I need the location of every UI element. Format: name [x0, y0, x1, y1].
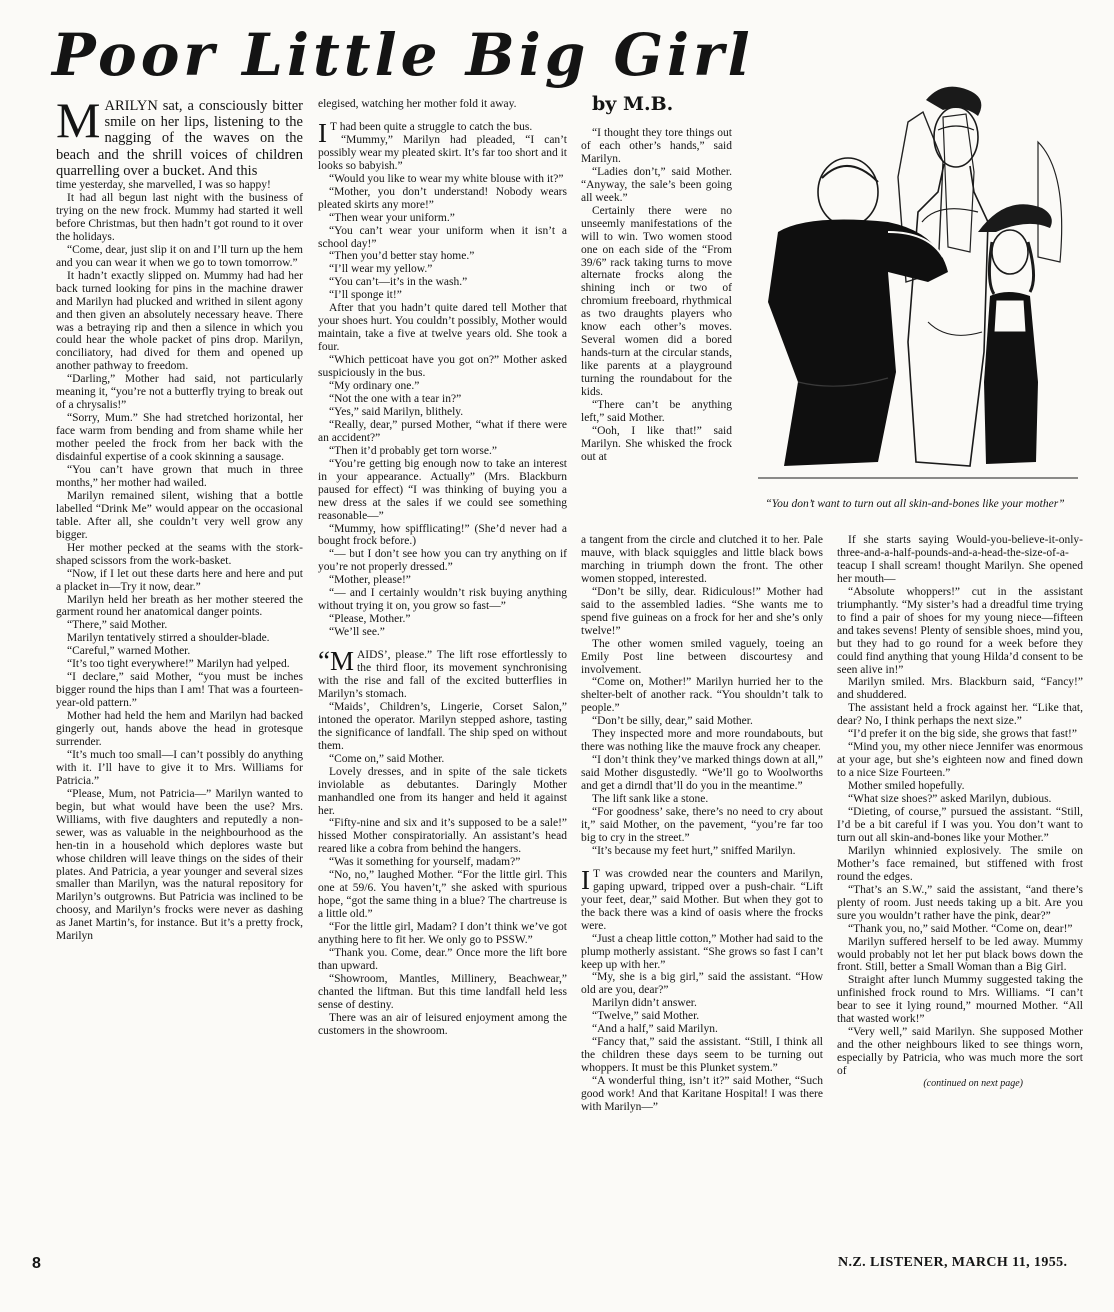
- paragraph: “Then it’d probably get torn worse.”: [329, 444, 497, 457]
- byline: by M.B.: [592, 93, 674, 115]
- paragraph: Certainly there were no unseemly manifestations of the will to win. Two women stood one on each side of the “From 39/6” rack taking turns to move alternate frocks along the shining inch or two of chromium freeboard, rhythmical as two draughts players who know each other’s moves. Several women did a bored hands-turn at the circular stands, like parents at a playground turning the roundabout for the kids.: [581, 204, 732, 399]
- text-column-3-top: [581, 127, 732, 534]
- paragraph: “Mother, you don’t understand! Nobody wears pleated skirts any more!”: [318, 185, 567, 211]
- text-column-4: [837, 534, 1083, 1238]
- paragraph: They inspected more and more roundabouts, but there was nothing like the mauve frock any cheaper.: [581, 728, 823, 754]
- paragraph: “No, no,” laughed Mother. “For the little girl. This one at 59/6. You haven’t,” she asked with spurious hope, “got the same thing in a blue? The chartreuse is a little old.”: [318, 869, 567, 921]
- paragraph: “Come on,” said Mother.: [329, 752, 445, 765]
- paragraph: “— but I don’t see how you can try anything on if you’re not properly dressed.”: [318, 548, 567, 574]
- paragraph: “For the little girl, Madam? I don’t think we’ve got anything here to fit her. We only go to PSSW.”: [318, 921, 567, 947]
- paragraph: “Would you like to wear my white blouse with it?”: [329, 172, 564, 185]
- paragraph: “And a half,” said Marilyn.: [592, 1023, 718, 1036]
- paragraph: “My, she is a big girl,” said the assistant. “How old are you, dear?”: [581, 971, 823, 997]
- paragraph: Marilyn tentatively stirred a shoulder-blade.: [67, 632, 270, 645]
- text-column-2: [318, 98, 567, 1238]
- paragraph: “Showroom, Mantles, Millinery, Beachwear,” chanted the liftman. But this time landfall held less sense of destiny.: [318, 972, 567, 1011]
- paragraph: There was an air of leisured enjoyment among the customers in the showroom.: [318, 1011, 567, 1037]
- paragraph: time yesterday, she marvelled, I was so happy!: [56, 179, 271, 192]
- paragraph: “Fancy that,” said the assistant. “Still, I think all the children these days seem to be turning out whoppers. It must be this Plunket system.”: [581, 1036, 823, 1075]
- paragraph: “That’s an S.W.,” said the assistant, “and there’s plenty of room. Just needs taking up a bit. Are you sure you wouldn’t rather have the pink, dear?”: [837, 883, 1083, 922]
- paragraph: “Dieting, of course,” pursued the assistant. “Still, I’d be a bit careful if I was you. You don’t want to turn out all skin-and-bones like your Mother.”: [837, 806, 1083, 844]
- paragraph: “Which petticoat have you got on?” Mother asked suspiciously in the bus.: [318, 354, 567, 380]
- paragraph: “I declare,” said Mother, “you must be inches bigger round the hips than I am! That was a fourteen-year-old pattern.”: [56, 671, 303, 710]
- text-column-1: [56, 98, 303, 1225]
- paragraph: “It’s much too small—I can’t possibly do anything with it. I’ll have to give it to Mrs. Williams for Patricia.”: [56, 748, 303, 787]
- paragraph: After that you hadn’t quite dared tell Mother that your shoes hurt. You couldn’t possibly, Mother would maintain, take a five at twelve years old. She took a four.: [318, 302, 567, 354]
- paragraph: Marilyn held her breath as her mother steered the garment round her anatomical danger points.: [56, 593, 303, 619]
- paragraph: Her mother pecked at the seams with the stork-shaped scissors from the work-basket.: [56, 541, 303, 567]
- paragraph: Marilyn didn’t answer.: [592, 997, 697, 1010]
- paragraph: “Then you’d better stay home.”: [329, 250, 475, 263]
- paragraph: “Ooh, I like that!” said Marilyn. She whisked the frock out at: [581, 424, 732, 463]
- paragraph: Marilyn whinnied explosively. The smile on Mother’s face remained, but stiffened with frost round the edges.: [837, 844, 1083, 883]
- illustration-caption: “You don’t want to turn out all skin-and-bones like your mother”: [765, 498, 1065, 510]
- section-opening: [318, 117, 567, 148]
- page-number: 8: [32, 1255, 41, 1272]
- paragraph: “There,” said Mother.: [67, 619, 168, 632]
- paragraph: Lovely dresses, and in spite of the sale tickets inviolable as debutantes. Daringly Mother manhandled one from its hanger and held it against her.: [318, 765, 567, 817]
- paragraph: “I’ll wear my yellow.”: [329, 263, 433, 276]
- paragraph: “Careful,” warned Mother.: [67, 645, 191, 658]
- paragraph: “Maids’, Children’s, Lingerie, Corset Salon,” intoned the operator. Marilyn stepped ashore, tasting the significance of landfall. The ship sped on without them.: [318, 700, 567, 752]
- paragraph: Marilyn remained silent, wishing that a bottle labelled “Drink Me” would appear on the occasional table. After all, she couldn’t very well grow any bigger.: [56, 489, 303, 541]
- paragraph: “I don’t think they’ve marked things down at all,” said Mother disgustedly. “We’ll go to Woolworths and get a dirndl that’ll do you in the meantime.”: [581, 754, 823, 793]
- paragraph: a tangent from the circle and clutched it to her. Pale mauve, with black squiggles and little black bows marching in triumph down the front. The other women stopped, interested.: [581, 534, 823, 585]
- paragraph: “Mummy,” Marilyn had pleaded, “I can’t possibly wear my pleated skirt. It’s far too short and it looks so babyish.”: [318, 133, 567, 172]
- paragraph: “I’ll sponge it!”: [329, 289, 402, 302]
- paragraph: “Darling,” Mother had said, not particularly meaning it, “you’re not a butterfly trying to break out of a chrysalis!”: [56, 373, 303, 412]
- paragraph: “Thank you, no,” said Mother. “Come on, dear!”: [848, 922, 1073, 935]
- paragraph: “Really, dear,” pursed Mother, “what if there were an accident?”: [318, 418, 567, 444]
- paragraph: “You can’t—it’s in the wash.”: [329, 276, 468, 289]
- paragraph: “What size shoes?” asked Marilyn, dubious.: [848, 793, 1052, 806]
- paragraph: It had all begun last night with the business of trying on the new frock. Mummy had started it well before Christmas, but then hadn’t got round to it over the holidays.: [56, 191, 303, 243]
- paragraph: “Yes,” said Marilyn, blithely.: [329, 405, 464, 418]
- paragraph: “You can’t wear your uniform when it isn’t a school day!”: [318, 224, 567, 250]
- paragraph: “Mind you, my other niece Jennifer was enormous at your age, but she’s eighteen now and fined down to a nice Size Fourteen.”: [837, 741, 1083, 780]
- intro-paragraph: [56, 98, 303, 179]
- continued-note: (continued on next page): [923, 1078, 1023, 1090]
- paragraph: “It’s too tight everywhere!” Marilyn had yelped.: [67, 658, 290, 671]
- paragraph: “Just a cheap little cotton,” Mother had said to the plump motherly assistant. “She grows so fast I can’t keep up with her.”: [581, 932, 823, 971]
- publication-footer: N.Z. LISTENER, MARCH 11, 1955.: [838, 1255, 1068, 1270]
- paragraph: “My ordinary one.”: [329, 380, 420, 393]
- drop-cap: I: [318, 117, 327, 148]
- paragraph: Mother smiled hopefully.: [848, 780, 965, 793]
- paragraph: If she starts saying Would-you-believe-it-only-three-and-a-half-pounds-and-a-head-the-size-of-a-teacup I shall scream! thought Marilyn. She opened her mouth—: [837, 534, 1083, 585]
- paragraph: The assistant held a frock against her. “Like that, dear? No, I think perhaps the next size.”: [837, 702, 1083, 728]
- paragraph-list: [56, 179, 303, 943]
- paragraph: Straight after lunch Mummy suggested taking the unfinished frock round to Mrs. Williams. “I can’t bear to see it lying round,” mourned Mother. “All that wasted work!”: [837, 974, 1083, 1026]
- section-text: AIDS’, please.” The lift rose effortlessly to the third floor, its movement synchronising with the rise and fall of the excited butterflies in Marilyn’s stomach.: [318, 649, 567, 700]
- paragraph: “— and I certainly wouldn’t risk buying anything without trying it on, you grow so fast—”: [318, 587, 567, 613]
- section-text: T was crowded near the counters and Marilyn, gaping upward, tripped over a push-chair. “Lift your feet, dear,” said Mother. But when they got to the back there was a kind of oasis where the frocks were.: [581, 867, 823, 932]
- paragraph: Mother had held the hem and Marilyn had backed gingerly out, hands above the head in grotesque surrender.: [56, 710, 303, 748]
- drop-cap: M: [56, 98, 101, 148]
- paragraph: “Not the one with a tear in?”: [329, 392, 462, 405]
- paragraph: “Twelve,” said Mother.: [592, 1010, 700, 1023]
- section-text: T had been quite a struggle to catch the bus.: [330, 120, 533, 133]
- paragraph: “Then wear your uniform.”: [329, 211, 455, 224]
- drop-cap: “M: [318, 646, 354, 677]
- paragraph: “Very well,” said Marilyn. She supposed Mother and the other neighbours liked to see things worn, especially by Patricia, who was much more the sort of: [837, 1026, 1083, 1078]
- paragraph: The lift sank like a stone.: [592, 793, 709, 806]
- article-title: Poor Little Big Girl: [52, 21, 754, 89]
- section-opening: [318, 646, 567, 701]
- paragraph: The other women smiled vaguely, toeing an Emily Post line between discourtesy and involvement.: [581, 637, 823, 676]
- paragraph: Marilyn suffered herself to be led away. Mummy would probably not let her put black bows down the front. Still, better a Small Woman than a Big Girl.: [837, 935, 1083, 974]
- drop-cap: I: [581, 864, 590, 895]
- paragraph: “We’ll see.”: [329, 626, 385, 639]
- paragraph: Marilyn smiled. Mrs. Blackburn said, “Fancy!” and shuddered.: [837, 676, 1083, 702]
- paragraph: “Sorry, Mum.” She had stretched horizontal, her face warm from bending and from shame while her mother peeled the frock from her back with the disdainful expertise of a cook skinning a sausage.: [56, 412, 303, 464]
- paragraph: “There can’t be anything left,” said Mother.: [581, 399, 732, 424]
- paragraph: elegised, watching her mother fold it away.: [318, 98, 517, 110]
- paragraph: “For goodness’ sake, there’s no need to cry about it,” said Mother, on the pavement, “you’re far too big to cry in the street.”: [581, 806, 823, 844]
- paragraph: “I thought they tore things out of each other’s hands,” said Marilyn.: [581, 127, 732, 165]
- paragraph: “Was it something for yourself, madam?”: [329, 856, 521, 869]
- paragraph: “You can’t have grown that much in three months,” her mother had wailed.: [56, 463, 303, 489]
- paragraph: “It’s because my feet hurt,” sniffed Marilyn.: [592, 844, 796, 857]
- paragraph: “Don’t be silly, dear,” said Mother.: [592, 715, 753, 728]
- paragraph: “Now, if I let out these darts here and here and put a placket in—Try it now, dear.”: [56, 567, 303, 593]
- paragraph: “Please, Mum, not Patricia—” Marilyn wanted to begin, but what would have been the use? Mrs. Williams, with five daughters and reputedly a non-sewer, was as valuable in the neighbourhood as the hen-tin in a household which deplores waste but whose children will leave things on the sides of their plates. And Patricia, a year younger and several sizes smaller than Marilyn, was the natural repository for Marilyn’s outgrowns. But Patricia was inclined to be choosy, and Marilyn’s frocks were never as dashing as Janet Martin’s, for instance. But it’s a pretty frock, Marilyn: [56, 787, 303, 943]
- paragraph: “A wonderful thing, isn’t it?” said Mother, “Such good work! And that Karitane Hospital! I was there with Marilyn—”: [581, 1075, 823, 1113]
- paragraph: “Mummy, how spifflicating!” (She’d never had a bought frock before.): [318, 522, 567, 548]
- paragraph: “Please, Mother.”: [329, 613, 411, 626]
- paragraph: “Come on, Mother!” Marilyn hurried her to the shelter-belt of another rack. “You shouldn’t talk to people.”: [581, 676, 823, 715]
- paragraph: “Thank you. Come, dear.” Once more the lift bore than upward.: [318, 947, 567, 972]
- paragraph: “Mother, please!”: [329, 574, 411, 587]
- paragraph: “Fifty-nine and six and it’s supposed to be a sale!” hissed Mother conspiratorially. An assistant’s head reared like a cobra from behind the hangers.: [318, 817, 567, 856]
- paragraph: “Ladies don’t,” said Mother. “Anyway, the sale’s been going all week.”: [581, 165, 732, 204]
- paragraph: “You’re getting big enough now to take an interest in your appearance. Actually” (Mrs. Blackburn paused for effect) “I was thinking of buying you a new dress at the sales if we could see something reasonable—”: [318, 457, 567, 522]
- text-column-3-bottom: [581, 534, 823, 1244]
- paragraph: “Don’t be silly, dear. Ridiculous!” Mother had said to the assembled ladies. “She wants me to spend five guineas on a frock for her and she’s only twelve!”: [581, 585, 823, 637]
- section-opening: [581, 864, 823, 933]
- illustration-mother-and-daughter: [738, 82, 1090, 492]
- paragraph: It hadn’t exactly slipped on. Mummy had had her back turned looking for pins in the machine drawer and Marilyn had plucked and writhed in silent agony and then given an absolutely necessary heave. There was a betraying rip and then a silence in which you could hear the whole packet of pins drop. Marilyn, conciliatory, had dived for them and opened up another pathway to freedom.: [56, 269, 303, 373]
- paragraph: “I’d prefer it on the big side, she grows that fast!”: [848, 728, 1077, 741]
- intro-text: ARILYN sat, a consciously bitter smile on her lips, listening to the nagging of the waves on the beach and the shrill voices of children quarrelling over a bucket. And this: [56, 98, 303, 179]
- paragraph: “Absolute whoppers!” cut in the assistant triumphantly. “My sister’s had a dreadful time trying to find a pair of shoes for my young niece—fifteen and takes sevens! Plenty of sensible shoes, mind you, but they had to go round for a week before they could find anything that young Hilda’d consent to be seen alive in!”: [837, 585, 1083, 676]
- paragraph: “Come, dear, just slip it on and I’ll turn up the hem and you can wear it when we go to town tomorrow.”: [56, 243, 303, 269]
